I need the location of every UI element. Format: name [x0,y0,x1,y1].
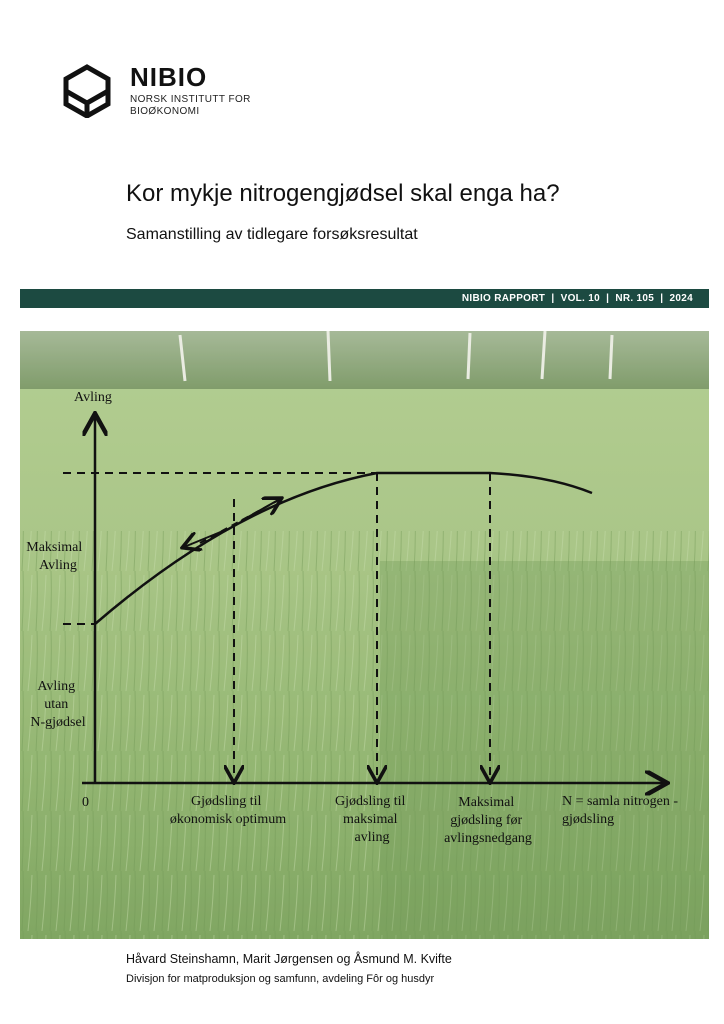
report-info-text: NIBIO RAPPORT | VOL. 10 | NR. 105 | 2024 [461,293,693,304]
x-axis-title: N = samla nitrogen - gjødsling [562,794,678,827]
base-yield-label: Avling utan N-gjødsel [30,679,86,730]
authors: Håvard Steinshamn, Marit Jørgensen og Åsmund M. Kvifte [126,952,452,966]
max-yield-label: Maksimal Avling [26,540,83,573]
origin-label: 0 [82,795,89,810]
nibio-logo-icon [62,64,112,118]
report-info-bar [20,289,709,308]
brand-subtitle-line-2: BIOØKONOMI [130,106,200,117]
brand-subtitle-line-1: NORSK INSTITUTT FOR [130,94,251,105]
max-yield-fertilizing-label: Gjødsling til maksimal avling [335,794,406,845]
cover-figure [20,331,709,939]
y-axis-title: Avling [74,390,112,405]
max-fertilizing-label: Maksimal gjødsling før avlingsnedgang [444,795,532,846]
division: Divisjon for matproduksjon og samfunn, avdeling Fôr og husdyr [126,973,435,985]
report-title: Kor mykje nitrogengjødsel skal enga ha? [126,180,560,207]
brand-name: NIBIO [130,62,208,92]
report-subtitle: Samanstilling av tidlegare forsøksresultat [126,226,418,243]
economic-optimum-label: Gjødsling til økonomisk optimum [169,794,287,827]
